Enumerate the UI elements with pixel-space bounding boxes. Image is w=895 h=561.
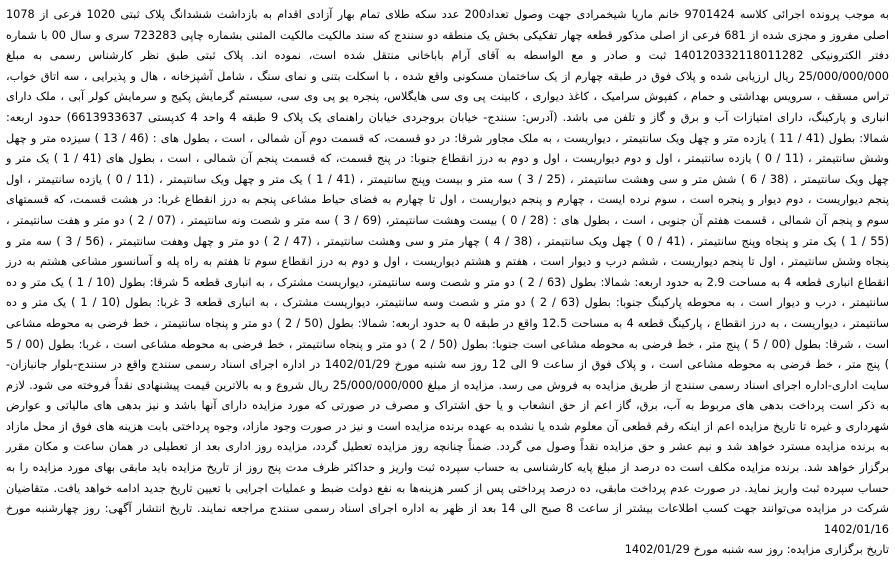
auction-date-line: تاریخ برگزاری مزایده: روز سه شنبه مورخ 1402/01/29 xyxy=(624,543,889,557)
notice-body-text: به موجب پرونده اجرائی کلاسه 9701424 خانم ماریا شیخمرادی جهت وصول تعداد200 عدد سکه طلای تمام بهار آزادی اقدام به بازداشت ششدانگ پلاک ثبتی 1020 فرعی از 1078 اصلی مفروز و مجزی شده از 681 فرعی از اصلی مذکور قطعه چهار تفکیکی بخش یک منطقه دو سنندج که سند مالکیت مالکیت المثنی بشماره چاپی 723283 سری و سال 00 با شماره دفتر الکترونیکی 140120332118011282 ثبت و صادر و مع الواسطه به آقای آرام باباخانی منتقل شده است، نموده اند. پلاک ثبتی طبق نظر کارشناس رسمی به مبلغ 25/000/000/000 ریال ارزیابی شده و پلاک فوق در طبقه چهارم از یک ساختمان مسکونی واقع شده ، با اسکلت بتنی و نمای سنگ ، شامل آشپزخانه ، هال و پذیرایی ، سه اتاق خواب، تراس مسقف ، سرویس بهداشتی و حمام ، کفپوش سرامیک ، کاغذ دیواری ، کابینت پی وی سی هایگلاس، پنجره یو پی وی سی، سیستم گرمایش پکیج و سرمایش کولر آبی ، ملک دارای انباری و پارکینگ، دارای امتیازات آب و برق و گاز و تلفن می باشد. (آدرس: سنندج- خیابان بروجردی خیابان راهنمای یک پلاک 9 طبقه 4 واحد 4 کدپستی 6613933637) حدود اربعه: شمالا: بطول (41 / 11 ) یازده متر و چهل ویک سانتیمتر ، دیواریست ، به ملک مجاور شرقا: در دو قسمت، که قسمت دوم آن شمالی ، است ، بطول های : (46 / 13 ) سیزده متر و چهل وشش سانتیمتر ، (11 / 0 ) یازده سانتیمتر ، اول و دوم دیواریست ، اول و دوم به درز انقطاع جنوبا: در پنج قسمت، که قسمت پنجم آن شمالی ، است ، بطول های (41 / 1 ) یک متر و چهل ویک سانتیمتر ، (38 / 6 ) شش متر و سی وهشت سانتیمتر ، (25 / 3 ) سه متر و بیست وپنج سانتیمتر ، (41 / 1 ) یک متر و چهل ویک سانتیمتر ، (11 / 0 ) یازده سانتیمتر ، اول پنجم دیواریست ، دوم دیوار و پنجره است ، سوم نرده ایست ، چهارم و پنجم دیواریست ، اول تا چهارم به فضای حیاط مشاعی پنجم به درز انقطاع غربا: در هشت قسمت، که قسمتهای سوم و پنجم آن شمالی ، قسمت هفتم آن جنوبی ، است ، بطول های : (28 / 0 ) بیست وهشت سانتیمتر، (69 / 3 ) سه متر و شصت ونه سانتیمتر ، (07 / 2 ) دو متر و هفت سانتیمتر ، (55 / 1 ) یک متر و پنجاه وپنج سانتیمتر ، (41 / 0 ) چهل ویک سانتیمتر ، (38 / 4 ) چهار متر و سی وهشت سانتیمتر ، (47 / 2 ) دو متر و چهل وهفت سانتیمتر ، (56 / 3 ) سه متر و پنجاه وشش سانتیمتر ، اول تا پنجم دیواریست ، ششم درب و دیوار است ، هفتم و هشتم دیواریست ، اول و دوم به درز انقطاع سوم تا هفتم به راه پله و آسانسور مشاعی هشتم به درز انقطاع انباری قطعه 4 به مساحت 2.9 به حدود اربعه: شمالا: بطول (63 / 2 ) دو متر و شصت وسه سانتیمتر، دیواریست مشترک ، به انباری قطعه 5 شرقا: بطول (10 / 1 ) یک متر و ده سانتیمتر ، درب و دیوار است ، به محوطه پارکینگ جنوبا: بطول (63 / 2 ) دو متر و شصت وسه سانتیمتر، دیواریست مشترک ، به انباری قطعه 3 غربا: بطول (10 / 1 ) یک متر و ده سانتیمتر ، دیواریست ، به درز انقطاع ، پارکینگ قطعه 4 به مساحت 12.5 واقع در طبقه 0 به حدود اربعه: شمالا: بطول (50 / 2 ) دو متر و پنجاه سانتیمتر ، خط فرضی به محوطه مشاعی است ، شرقا: بطول (00 / 5 ) پنج متر ، خط فرضی به محوطه مشاعی است جنوبا: بطول (50 / 2 ) دو متر و پنجاه سانتیمتر ، خط فرضی به محوطه مشاعی است ، غربا: بطول (00 / 5 ) پنج متر ، خط فرضی به محوطه مشاعی است ، و پلاک فوق از ساعت 9 الی 12 روز سه شنبه مورخ 1402/01/29 در اداره اجرای اسناد رسمی سنندج واقع در سنندج-بلوار جانبازان-سایت اداری-اداره اجرای اسناد رسمی سنندج از طریق مزایده به فروش می رسد. مزایده از مبلغ 25/000/000/000 ریال شروع و به بالاترین قیمت پیشنهادی نقداً فروخته می شود. لازم به ذکر است پرداخت بدهی های مربوط به آب، برق، گاز اعم از حق انشعاب و یا حق اشتراک و مصرف در صورتی که مورد مزایده دارای آنها باشد و نیز بدهی های مالیاتی و عوارض شهرداری و غیره تا تاریخ مزایده اعم از اینکه رقم قطعی آن معلوم شده یا نشده به عهده برنده مزایده است و نیز در صورت وجود مازاد، وجوه پرداختی بابت هزینه های فوق از محل مازاد به برنده مزایده مسترد خواهد شد و نیم عشر و حق مزایده نقداً وصول می گردد. ضمناً چنانچه روز مزایده تعطیل گردد، مزایده روز اداری بعد از تعطیلی در همان ساعت و مکان مقرر برگزار خواهد شد. برنده مزایده مکلف است ده درصد از مبلغ پایه کارشناسی به حساب سپرده ثبت واریز و حداکثر ظرف مدت پنج روز از تاریخ مزایده باید مابقی بهای مورد مزایده را به حساب سپرده ثبت واریز نماید. در صورت عدم پرداخت مابقی، ده درصد پرداختی پس از کسر هزینه‌ها به نفع دولت ضبط و عملیات اجرایی با تعیین تاریخ جدید ادامه خواهد یافت. متقاضیان شرکت در مزایده می‌توانند جهت کسب اطلاعات بیشتر از ساعت 8 صبح الی 14 بعد از ظهر به اداره اجرای اسناد رسمی سنندج مراجعه نمایند. تاریخ انتشار آگهی: روز چهارشنبه مورخ 1402/01/16 xyxy=(6,8,890,536)
